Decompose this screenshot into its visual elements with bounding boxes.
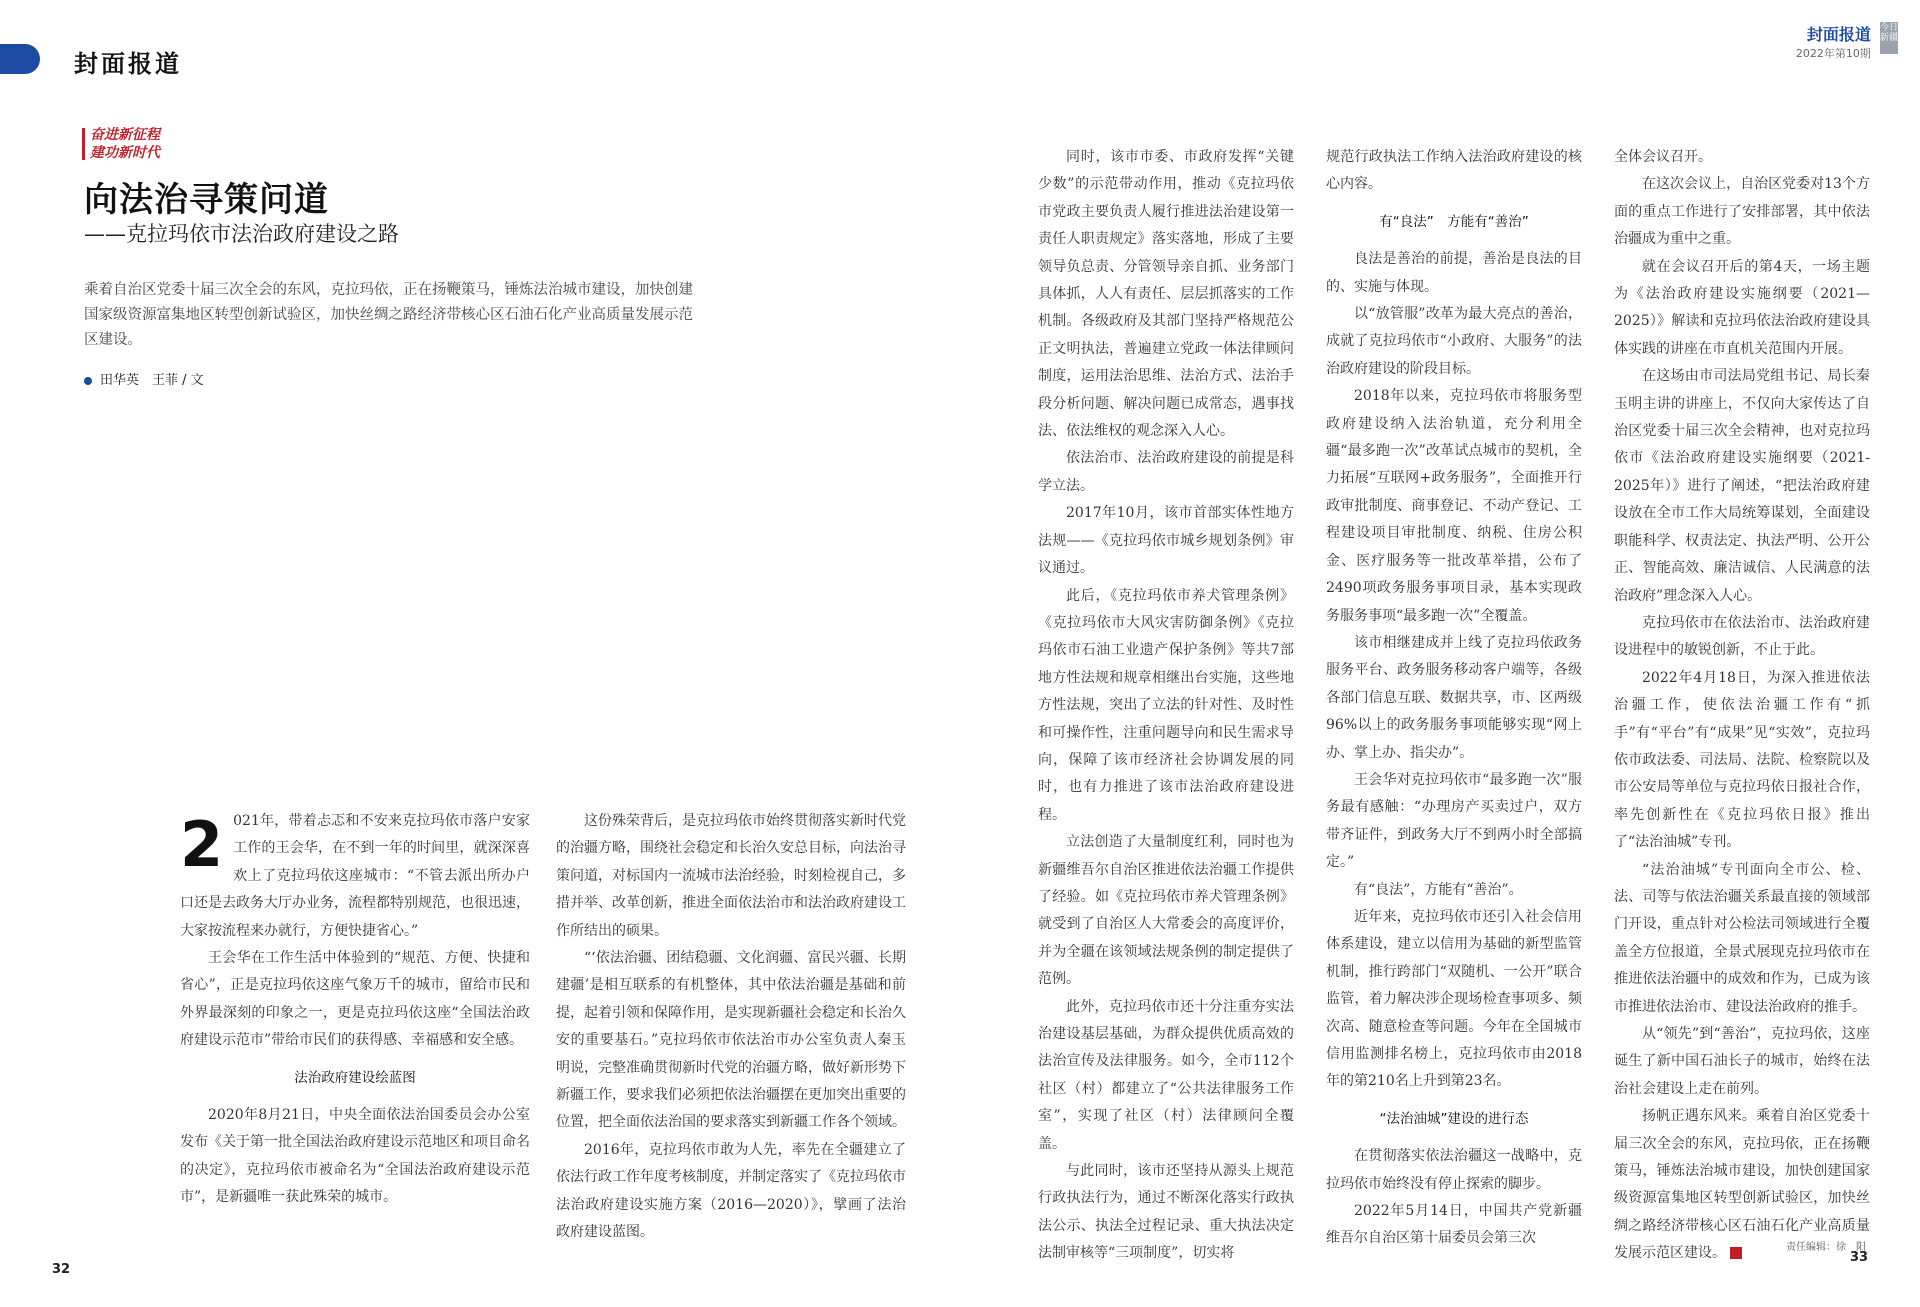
paragraph: 立法创造了大量制度红利，同时也为新疆维吾尔自治区推进依法治疆工作提供了经验。如《克拉玛依市养犬管理条例》就受到了自治区人大常委会的高度评价，并为全疆在该领域法规条例的制定提供了范例。 (1038, 834, 1294, 988)
column-4 (1326, 144, 1582, 1253)
paragraph: 良法是善治的前提，善治是良法的目的、实施与体现。 (1326, 251, 1582, 295)
byline-dot-icon (84, 377, 92, 385)
paragraph: 在贯彻落实依法治疆这一战略中，克拉玛依市始终没有停止探索的脚步。 (1326, 1148, 1582, 1192)
drop-cap: 2 (180, 808, 224, 881)
section-subheading: “法治油城”建设的进行态 (1379, 1110, 1529, 1127)
section-subheading: 法治政府建设绘蓝图 (294, 1069, 416, 1086)
article-title: 向法治寻策问道 (84, 180, 329, 220)
byline-text: 田华英 王菲 / 文 (100, 373, 204, 388)
page-number-left: 32 (52, 1262, 71, 1277)
byline (84, 369, 204, 388)
article-subtitle: ——克拉玛依市法治政府建设之路 (84, 222, 399, 246)
section-label-left: 封面报道 (74, 49, 182, 78)
column-3 (1038, 144, 1294, 1268)
paragraph: 2018年以来，克拉玛依市将服务型政府建设纳入法治轨道，充分利用全疆“最多跑一次”改革试点城市的契机，全力拓展“互联网+政务服务”，全面推开行政审批制度、商事登记、不动产登记、工程建设项目审批制度、纳税、住房公积金、医疗服务等一批改革举措，公布了2490项政务服务事项目录，基本实现政务服务事项“最多跑一次”全覆盖。 (1326, 388, 1582, 624)
paragraph: 在这场由市司法局党组书记、局长秦玉明主讲的讲座上，不仅向大家传达了自治区党委十届三次全会精神，也对克拉玛依市《法治政府建设实施纲要（2021-2025年）》进行了阐述，“把法治政府建设放在全市工作大局统筹谋划，全面建设职能科学、权责法定、执法严明、公开公正、智能高效、廉洁诚信、人民满意的法治政府”理念深入人心。 (1614, 368, 1870, 604)
paragraph: 规范行政执法工作纳入法治政府建设的核心内容。 (1326, 149, 1582, 193)
page-number-right: 33 (1850, 1250, 1869, 1265)
paragraph: 该市相继建成并上线了克拉玛依政务服务平台、政务服务移动客户端等，各级各部门信息互联、数据共享，市、区两级96%以上的政务服务事项能够实现“网上办、掌上办、指尖办”。 (1326, 634, 1582, 761)
article-lead: 乘着自治区党委十届三次全会的东风，克拉玛依，正在扬鞭策马，锤炼法治城市建设，加快创建国家级资源富集地区转型创新试验区，加快丝绸之路经济带核心区石油石化产业高质量发展示范区建设。 (84, 282, 693, 348)
magazine-badge: 今日新疆 (1880, 22, 1898, 54)
paragraph: 全体会议召开。 (1614, 149, 1712, 165)
paragraph: 此外，克拉玛依市还十分注重夯实法治建设基层基础，为群众提供优质高效的法治宣传及法律服务。如今，全市112个社区（村）都建立了“公共法律服务工作室”，实现了社区（村）法律顾问全覆盖。 (1038, 998, 1294, 1152)
column-2 (556, 808, 906, 1247)
tagline-line-2: 建功新时代 (90, 145, 160, 161)
column-1 (180, 808, 530, 1212)
paragraph: 依法治市、法治政府建设的前提是科学立法。 (1038, 450, 1294, 494)
paragraph: 同时，该市市委、市政府发挥“关键少数”的示范带动作用，推动《克拉玛依市党政主要负责人履行推进法治建设第一责任人职责规定》落实落地，形成了主要领导负总责、分管领导亲自抓、业务部门具体抓，人人有责任、层层抓落实的工作机制。各级政府及其部门坚持严格规范公正文明执法，普遍建立党政一体法律顾问制度，运用法治思维、法治方式、法治手段分析问题、解决问题已成常态，遇事找法、依法维权的观念深入人心。 (1038, 149, 1294, 440)
paragraph: “‘依法治疆、团结稳疆、文化润疆、富民兴疆、长期建疆’是相互联系的有机整体，其中依法治疆是基础和前提，起着引领和保障作用，是实现新疆社会稳定和长治久安的重要基石。”克拉玛依市依法治市办公室负责人秦玉明说，完整准确贯彻新时代党的治疆方略，做好新形势下新疆工作，要求我们必须把依法治疆摆在更加突出重要的位置，把全面依法治国的要求落实到新疆工作各个领域。 (556, 950, 906, 1131)
tagline-line-1: 奋进新征程 (90, 127, 160, 143)
paragraph: 在这次会议上，自治区党委对13个方面的重点工作进行了安排部署，其中依法治疆成为重中之重。 (1614, 176, 1870, 248)
editor-credit: 责任编辑：徐 阳 (1786, 1242, 1866, 1253)
paragraph: 与此同时，该市还坚持从源头上规范行政执法行为，通过不断深化落实行政执法公示、执法全过程记录、重大执法决定法制审核等“三项制度”，切实将 (1038, 1163, 1294, 1262)
paragraph: 克拉玛依市在依法治市、法治政府建设进程中的敏锐创新，不止于此。 (1614, 614, 1870, 659)
paragraph: 从“领先”到“善治”，克拉玛依，这座诞生了新中国石油长子的城市，始终在法治社会建设上走在前列。 (1614, 1026, 1870, 1097)
paragraph: 2017年10月，该市首部实体性地方法规——《克拉玛依市城乡规划条例》审议通过。 (1038, 505, 1294, 577)
section-tab-marker (0, 44, 40, 74)
paragraph: 2022年5月14日，中国共产党新疆维吾尔自治区第十届委员会第三次 (1326, 1203, 1582, 1247)
issue-number: 2022年第10期 (1795, 47, 1871, 60)
column-5 (1614, 144, 1870, 1268)
paragraph: 就在会议召开后的第4天，一场主题为《法治政府建设实施纲要（2021—2025）》解读和克拉玛依法治政府建设具体实践的讲座在市直机关范围内开展。 (1614, 258, 1870, 357)
paragraph: 2020年8月21日，中央全面依法治国委员会办公室发布《关于第一批全国法治政府建设示范地区和项目命名的决定》，克拉玛依市被命名为“全国法治政府建设示范市”，是新疆唯一获此殊荣的城市。 (180, 1107, 530, 1206)
paragraph: 2 021年，带着忐忑和不安来克拉玛依市落户安家工作的王会华，在不到一年的时间里，就深深喜欢上了克拉玛依这座城市：“不管去派出所办户口还是去政务大厅办业务，流程都特别规范，也很迅速，大家按流程来办就行，方便快捷省心。” (180, 808, 530, 939)
paragraph: 以“放管服”改革为最大亮点的善治，成就了克拉玛依市“小政府、大服务”的法治政府建设的阶段目标。 (1326, 306, 1582, 377)
right-page-header (1796, 22, 1898, 61)
paragraph: “法治油城”专刊面向全市公、检、法、司等与依法治疆关系最直接的领域部门开设，重点针对公检法司领域进行全覆盖全方位报道，全景式展现克拉玛依市在推进依法治疆中的成效和作为，已成为该市推进依法治市、建设法治政府的推手。 (1614, 861, 1870, 1015)
paragraph: 近年来，克拉玛依市还引入社会信用体系建设，建立以信用为基础的新型监管机制，推行跨部门“双随机、一公开”联合监管，着力解决涉企现场检查事项多、频次高、随意检查等问题。今年在全国城市信用监测排名榜上，克拉玛依市由2018年的第210名上升到第23名。 (1326, 908, 1582, 1090)
right-section-title: 封面报道 (1806, 25, 1871, 44)
end-mark-icon (1730, 1247, 1742, 1259)
tagline-bar (82, 128, 85, 160)
paragraph: 有“良法”，方能有“善治”。 (1354, 881, 1523, 898)
paragraph: 2016年，克拉玛依市敢为人先，率先在全疆建立了依法行政工作年度考核制度，并制定落实了《克拉玛依市法治政府建设实施方案（2016—2020）》，擘画了法治政府建设蓝图。 (556, 1141, 906, 1241)
paragraph: 这份殊荣背后，是克拉玛依市始终贯彻落实新时代党的治疆方略，围绕社会稳定和长治久安总目标，向法治寻策问道，对标国内一流城市法治经验，时刻检视自己，多措并举、改革创新，推进全面依法治市和法治政府建设工作所结出的硕果。 (556, 813, 906, 939)
paragraph: 王会华在工作生活中体验到的“规范、方便、快捷和省心”，正是克拉玛依这座气象万千的城市，留给市民和外界最深刻的印象之一，更是克拉玛依这座“全国法治政府建设示范市”带给市民们的获得感、幸福感和安全感。 (180, 950, 530, 1049)
section-subheading: 有“良法” 方能有“善治” (1379, 213, 1529, 230)
paragraph: 王会华对克拉玛依市“最多跑一次”服务最有感触：“办理房产买卖过户，双方带齐证件，到政务大厅不到两小时全部搞定。” (1326, 771, 1582, 871)
tagline (90, 126, 200, 162)
paragraph: 扬帆正遇东风来。乘着自治区党委十届三次全会的东风，克拉玛依，正在扬鞭策马，锤炼法治城市建设，加快创建国家级资源富集地区转型创新试验区，加快丝绸之路经济带核心区石油石化产业高质量发展示范区建设。 (1614, 1108, 1870, 1262)
paragraph: 此后，《克拉玛依市养犬管理条例》《克拉玛依市大风灾害防御条例》《克拉玛依市石油工业遗产保护条例》等共7部地方性法规和规章相继出台实施，这些地方性法规，突出了立法的针对性、及时性和可操作性，注重问题导向和民生需求导向，保障了该市经济社会协调发展的同时，也有力推进了该市法治政府建设进程。 (1038, 587, 1294, 823)
paragraph: 2022年4月18日，为深入推进依法治疆工作，使依法治疆工作有“抓手”有“平台”有“成果”见“实效”，克拉玛依市政法委、司法局、法院、检察院以及市公安局等单位与克拉玛依日报社合作，率先创新性在《克拉玛依日报》推出了“法治油城”专刊。 (1614, 669, 1870, 851)
